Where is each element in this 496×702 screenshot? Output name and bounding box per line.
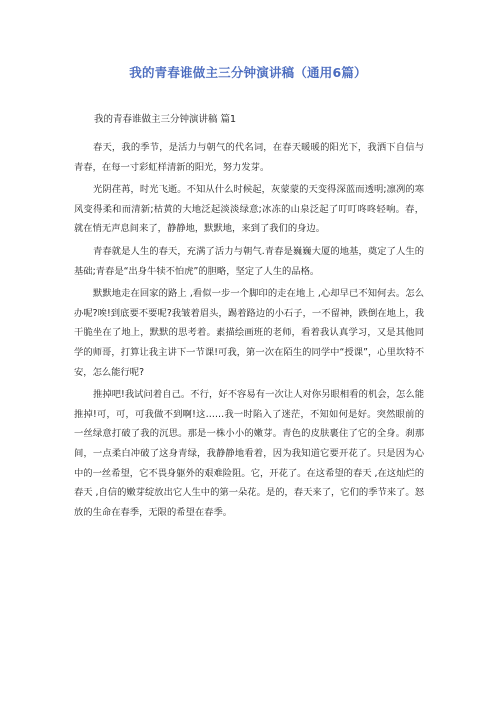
paragraph-5: 推掉吧!我试问着自己。不行，好不容易有一次让人对你另眼相看的机会，怎么能推掉!可，可，可我做不到啊!这……我一时陷入了迷茫，不知如何是好。突然眼前的一丝绿意打破了我的沉思。那是一株小小的嫩芽。青色的皮肤裹住了它的全身。刹那间，一点柔白冲破了这身青绿，我静静地看着，因为我知道它要开花了。只是因为心中的一丝希望，它不畏身躯外的艰难险阻。它，开花了。在这希望的春天 ,在这灿烂的春天 ,自信的嫩芽绽放出它人生中的第一朵花。是的，春天来了，它们的季节来了。怒放的生命在春季，无限的希望在春季。 [74, 389, 424, 518]
document-title: 我的青春谁做主三分钟演讲稿（通用6篇） [129, 65, 367, 80]
paragraph-2: 光阴荏苒，时光飞逝。不知从什么时候起，灰蒙蒙的天变得深蓝而透明;凛冽的寒风变得柔和而清新;枯黄的大地泛起淡淡绿意;冰冻的山泉泛起了叮叮咚咚轻响。春，就在悄无声息间来了，静静地，默默地，来到了我们的身边。 [74, 184, 424, 235]
paragraph-3: 青春就是人生的春天，充满了活力与朝气.青春是巍巍大厦的地基，奠定了人生的基础;青春是“出身牛犊不怕虎”的胆略，坚定了人生的品格。 [74, 245, 424, 277]
paragraph-4: 默默地走在回家的路上 ,看似一步一个脚印的走在地上 ,心却早已不知何去。怎么办呢?唉!到底要不要呢?我皱着眉头，踢着路边的小石子，一不留神，跌倒在地上，我干脆坐在了地上，默默的思考着。素描绘画班的老师，看着我认真学习，又是其他同学的师哥，打算让我主讲下一节课!可我，第一次在陌生的同学中“授课”，心里坎特不安，怎么能行呢? [74, 288, 424, 378]
section-heading: 我的青春谁做主三分钟演讲稿 篇1 [94, 114, 237, 125]
document-body [74, 138, 424, 525]
paragraph-1: 春天，我的季节，是活力与朝气的代名词，在春天暖暖的阳光下，我洒下自信与青春，在每一寸彩虹样清新的阳光，努力发芽。 [74, 142, 424, 173]
